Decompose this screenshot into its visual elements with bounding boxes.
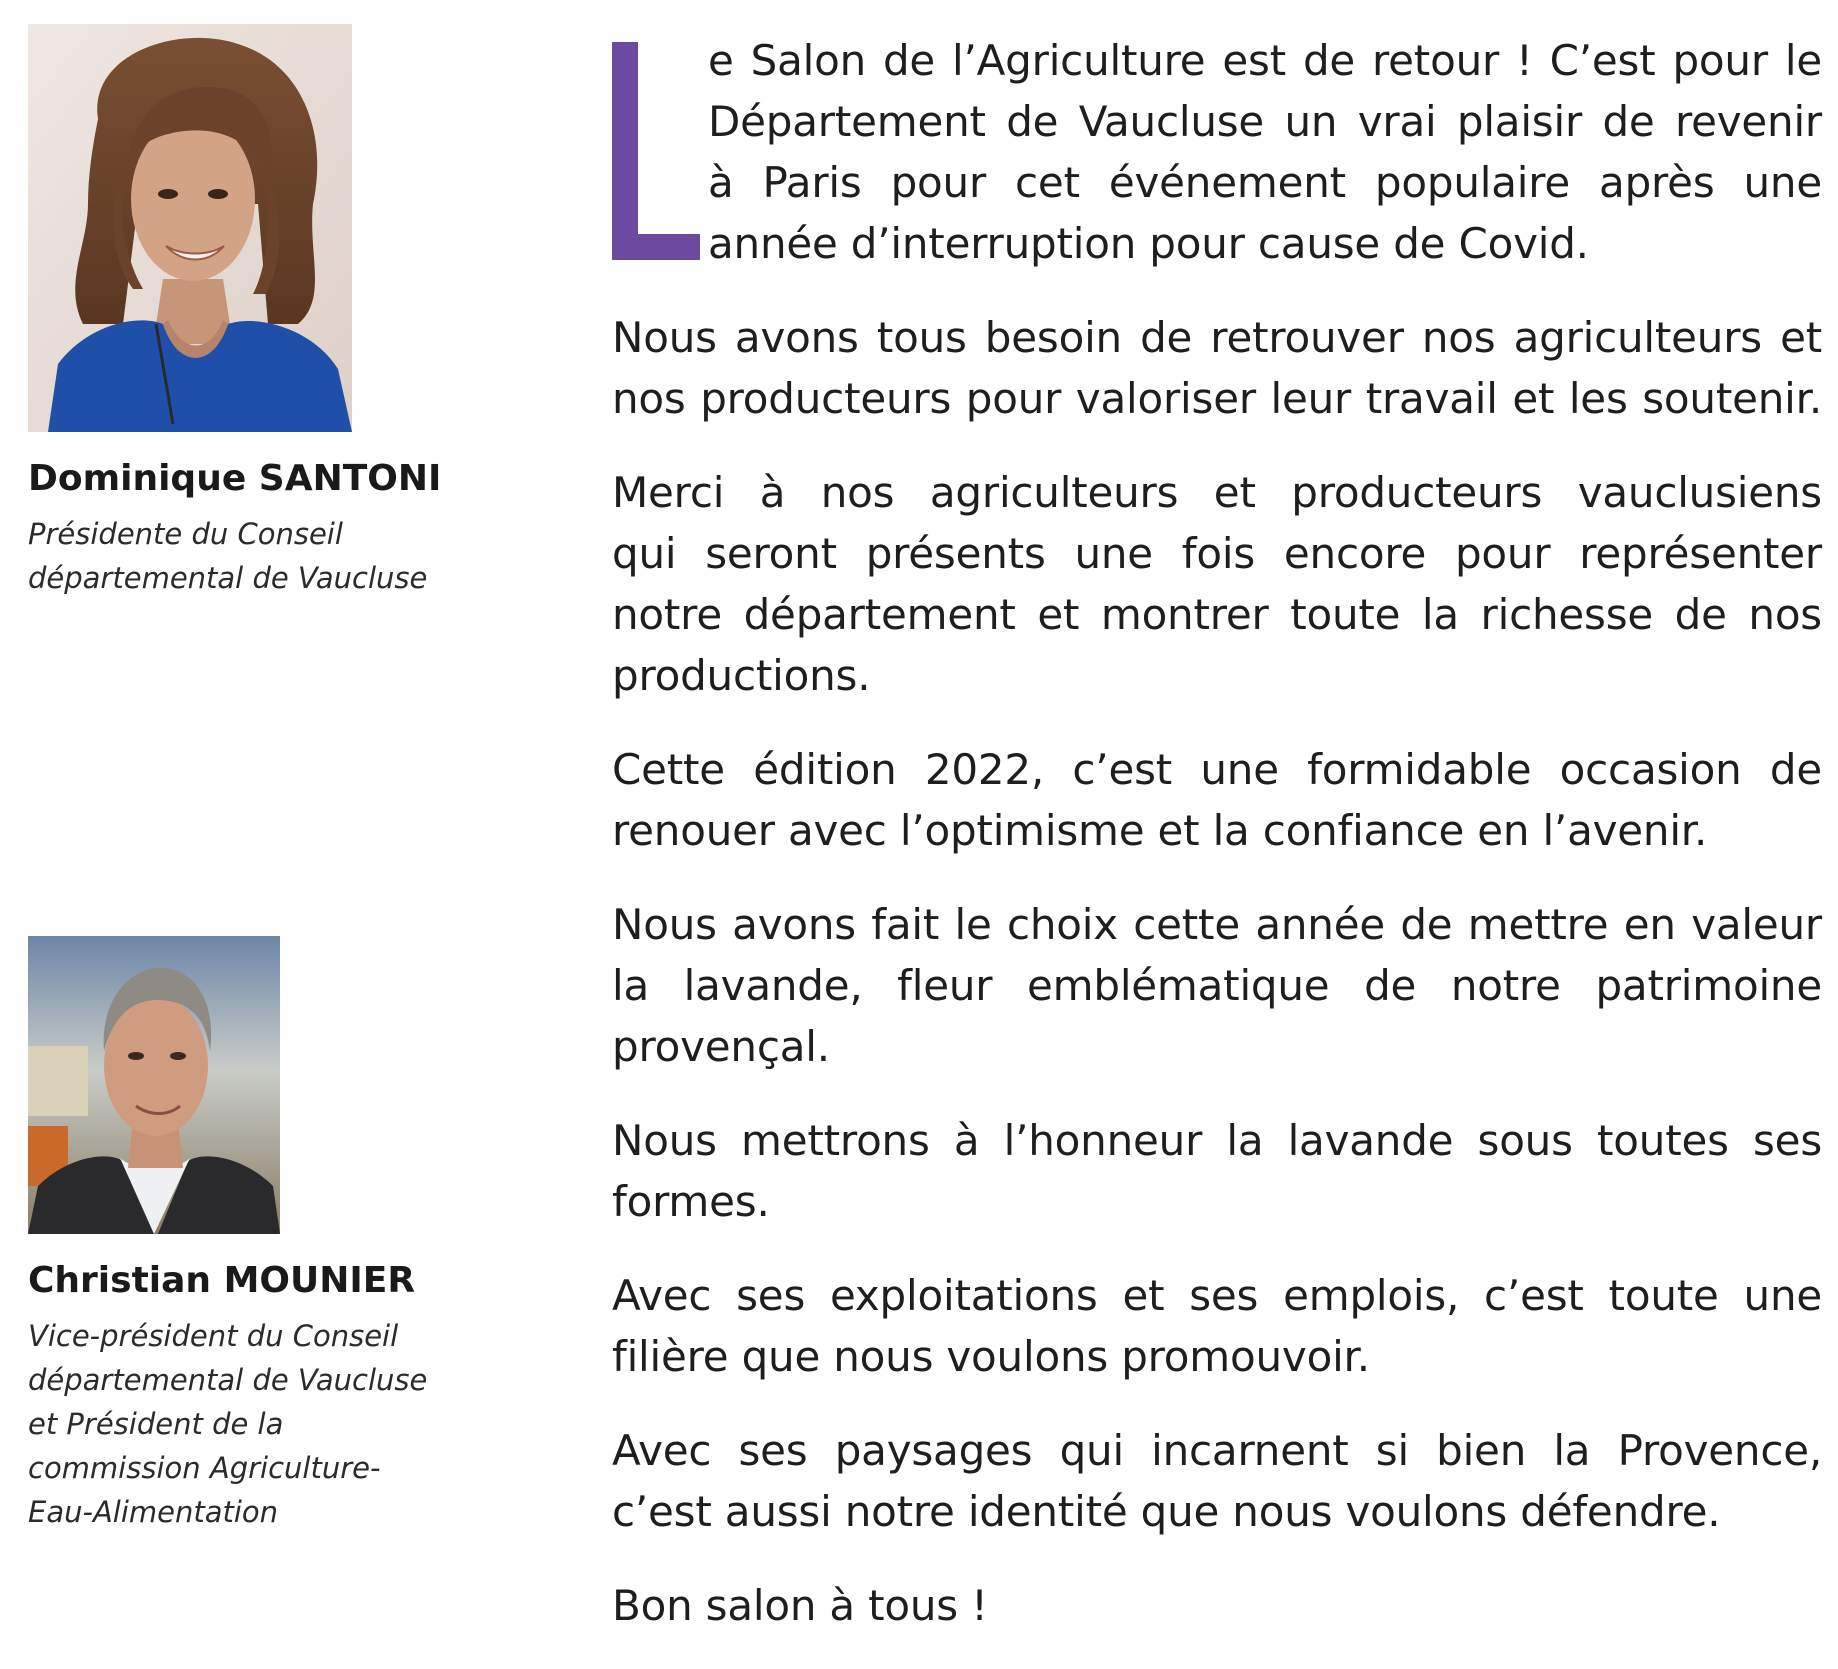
lead-paragraph (612, 30, 1822, 274)
paragraph (612, 1265, 1822, 1387)
signatory-role-line: départemental de Vaucluse (28, 561, 428, 595)
text-line: la lavande, fleur emblématique de notre patrimoine (612, 961, 1822, 1010)
paragraph (612, 307, 1822, 429)
text-line: année d’interruption pour cause de Covid. (708, 219, 1589, 268)
paragraph (708, 30, 1822, 274)
text-line: productions. (612, 651, 871, 700)
signatory-role-line: et Président de la (28, 1407, 284, 1441)
paragraph (612, 1420, 1822, 1542)
text-line: nos producteurs pour valoriser leur travail et les soutenir. (612, 374, 1822, 423)
signatory-role-line: Présidente du Conseil (28, 517, 343, 551)
text-line: Bon salon à tous ! (612, 1581, 988, 1630)
signatory-role-line: Eau-Alimentation (28, 1495, 279, 1529)
text-line: Cette édition 2022, c’est une formidable occasion de (612, 745, 1822, 794)
signatory-role (28, 1314, 427, 1534)
signatory-mounier (28, 936, 427, 1534)
text-line: Département de Vaucluse un vrai plaisir de revenir (708, 97, 1822, 146)
signatory-name: Christian MOUNIER (28, 1260, 416, 1301)
drop-cap-stem (612, 42, 638, 260)
signatory-role-line: Vice-président du Conseil (28, 1319, 399, 1353)
signatory-santoni (28, 24, 441, 600)
signatory-role-line: commission Agriculture- (28, 1451, 381, 1485)
paragraph (612, 894, 1822, 1077)
paragraph (612, 1110, 1822, 1232)
portrait-man-photo (28, 936, 280, 1234)
signatory-name: Dominique SANTONI (28, 458, 442, 499)
text-line: Avec ses paysages qui incarnent si bien la Provence, (612, 1426, 1822, 1475)
text-line: notre département et montrer toute la richesse de nos (612, 590, 1822, 639)
text-line: filière que nous voulons promouvoir. (612, 1332, 1370, 1381)
portrait-woman-photo (28, 24, 352, 432)
text-line: e Salon de l’Agriculture est de retour ! C’est pour le (708, 36, 1822, 85)
text-line: Nous avons tous besoin de retrouver nos agriculteurs et (612, 313, 1822, 362)
paragraph (612, 1575, 1822, 1636)
drop-cap-l (612, 42, 700, 260)
signatory-role-line: départemental de Vaucluse (28, 1363, 428, 1397)
paragraph (612, 462, 1822, 706)
text-line: formes. (612, 1177, 770, 1226)
editorial-text (612, 30, 1822, 1669)
text-line: Merci à nos agriculteurs et producteurs vauclusiens (612, 468, 1822, 517)
text-line: qui seront présents une fois encore pour représenter (612, 529, 1822, 578)
text-line: Nous mettrons à l’honneur la lavande sous toutes ses (612, 1116, 1822, 1165)
text-line: Avec ses exploitations et ses emplois, c’est toute une (612, 1271, 1822, 1320)
text-line: à Paris pour cet événement populaire après une (708, 158, 1822, 207)
signatories-column (0, 0, 560, 1647)
text-line: renouer avec l’optimisme et la confiance en l’avenir. (612, 806, 1708, 855)
text-line: provençal. (612, 1022, 830, 1071)
text-line: Nous avons fait le choix cette année de mettre en valeur (612, 900, 1822, 949)
text-line: c’est aussi notre identité que nous voulons défendre. (612, 1487, 1721, 1536)
paragraph (612, 739, 1822, 861)
signatory-role (28, 512, 441, 600)
drop-cap-foot (612, 234, 700, 260)
